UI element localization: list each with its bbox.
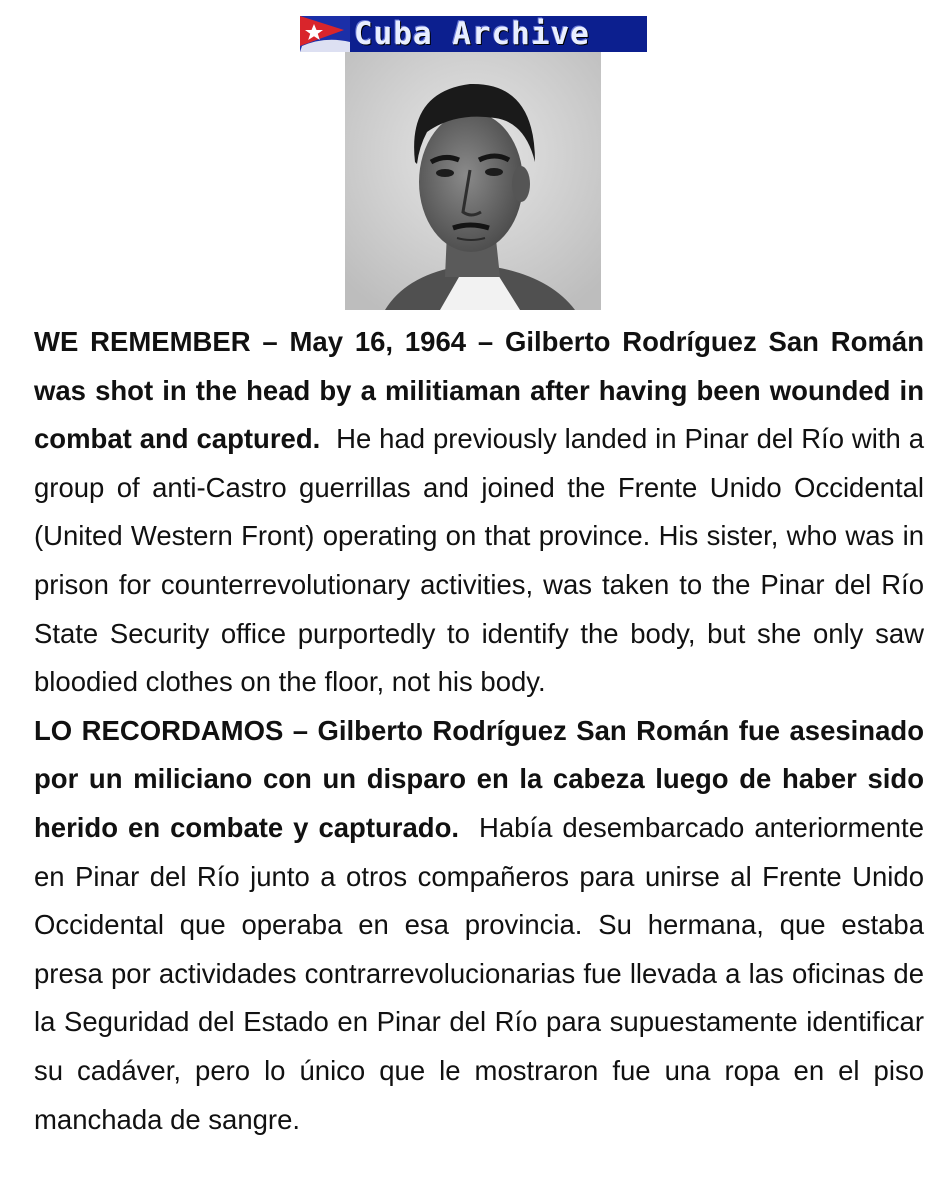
spanish-body: Había desembarcado anteriormente en Pinar del Río junto a otros compañeros para unirse al Frente Unido Occidental que operaba en esa provincia. Su hermana, que estaba presa por actividades contrarrevolucionarias fue llevada a las oficinas de la Seguridad del Estado en Pinar del Río para supuestamente identificar su cadáver, pero lo único que le mostraron fue una ropa en el piso manchada de sangre. — [34, 811, 924, 1135]
logo-text: Cuba Archive — [354, 16, 590, 52]
portrait-photo — [345, 52, 601, 310]
english-paragraph — [34, 318, 924, 707]
english-headline: WE REMEMBER – May 16, 1964 – Gilberto Rodríguez San Román was shot in the head by a militiaman after having been wounded in combat and captured. — [34, 326, 924, 455]
spanish-paragraph — [34, 707, 924, 1144]
spanish-headline: LO RECORDAMOS – Gilberto Rodríguez San Román fue asesinado por un miliciano con un disparo en la cabeza luego de haber sido herido en combate y capturado. — [34, 714, 924, 843]
english-body: He had previously landed in Pinar del Río with a group of anti-Castro guerrillas and joined the Frente Unido Occidental (United Western Front) operating on that province. His sister, who was in prison for counterrevolutionary activities, was taken to the Pinar del Río State Security office purportedly to identify the body, but she only saw bloodied clothes on the floor, not his body. — [34, 423, 924, 698]
cuban-flag-icon — [300, 16, 350, 52]
article-text — [34, 318, 924, 1144]
cuba-archive-logo — [300, 16, 647, 52]
